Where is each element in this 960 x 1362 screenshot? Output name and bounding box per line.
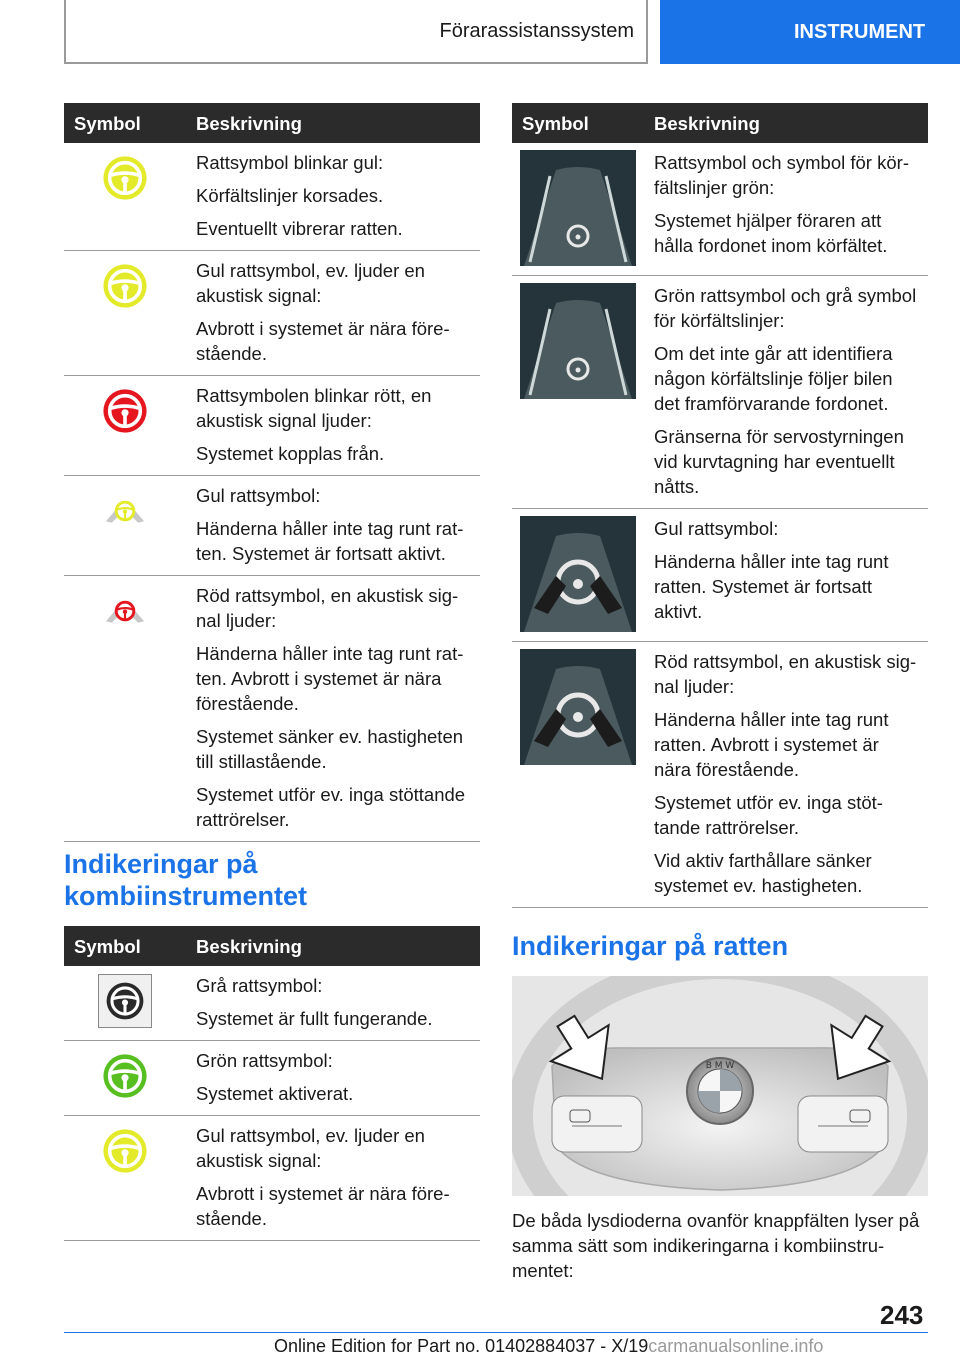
display-hands-on-wheel-icon [520, 649, 636, 765]
description-cell [186, 143, 480, 251]
col-header-symbol: Symbol [64, 103, 186, 143]
description-line: Röd rattsymbol, en akustisk signal ljuder: [196, 585, 459, 631]
symbol-cell [512, 276, 644, 509]
description-line: Gul rattsymbol: [654, 518, 779, 539]
description-line: Om det inte går att identifiera någon körfältslinje följer bilen det framförvarande fordonet. [654, 343, 893, 414]
description-cell [186, 576, 480, 842]
table-row [512, 509, 928, 642]
table-row [64, 1116, 480, 1241]
description-line: Grön rattsymbol och grå symbol för körfältslinjer: [654, 285, 917, 331]
description-cell [186, 376, 480, 476]
description-line: Systemet sänker ev. hastigheten till stillastående. [196, 726, 464, 772]
description-line: Rattsymbol blinkar gul: [196, 152, 384, 173]
symbol-cell [64, 251, 186, 376]
steering-wheel-yellow-icon [98, 259, 152, 313]
description-cell [644, 642, 928, 908]
bmw-logo-text: B M W [705, 1061, 735, 1071]
table-row [512, 642, 928, 908]
display-lane-lines-gray-icon [520, 283, 636, 399]
steering-wheel-gray-icon [98, 974, 152, 1028]
display-hands-on-wheel-icon [520, 516, 636, 632]
col-header-description: Beskrivning [186, 926, 480, 966]
description-line: Händerna håller inte tag runt ratten. Avbrott i systemet är nära förestående. [196, 643, 464, 714]
description-cell [186, 1041, 480, 1116]
symbol-table-right [512, 103, 928, 908]
header-chapter-tab [660, 0, 960, 64]
table-row [64, 966, 480, 1041]
description-line: Vid aktiv farthållare sänker systemet ev. hastigheten. [654, 850, 872, 896]
description-line: Grå rattsymbol: [196, 975, 323, 996]
description-line: Systemet utför ev. inga stöttande rattrörelser. [654, 792, 883, 838]
header-section-title [64, 0, 648, 64]
page-number: 243 [880, 1300, 924, 1330]
description-line: Körfältslinjer korsades. [196, 185, 384, 206]
symbol-cell [64, 143, 186, 251]
symbol-table-left [64, 103, 480, 842]
steering-wheel-photo [512, 976, 928, 1196]
description-line: Händerna håller inte tag runt ratten. Systemet är fortsatt aktivt. [654, 551, 889, 622]
steering-wheel-yellow-icon [98, 151, 152, 205]
description-cell [644, 276, 928, 509]
symbol-cell [64, 1116, 186, 1241]
description-line: Systemet kopplas från. [196, 443, 385, 464]
table-row [64, 143, 480, 251]
description-line: Systemet hjälper föraren att hålla fordonet inom körfältet. [654, 210, 888, 256]
symbol-cell [512, 509, 644, 642]
table-row [64, 1041, 480, 1116]
table-row [64, 476, 480, 576]
symbol-cell [64, 476, 186, 576]
description-line: Systemet utför ev. inga stöttande rattrörelser. [196, 784, 466, 830]
hands-on-wheel-yellow-icon [93, 489, 157, 533]
symbol-table-combi [64, 926, 480, 1241]
description-line: Avbrott i systemet är nära förestående. [196, 318, 450, 364]
col-header-description: Beskrivning [644, 103, 928, 143]
footer-url[interactable]: carmanualsonline.info [648, 1336, 824, 1356]
description-line: Gul rattsymbol, ev. ljuder en akustisk signal: [196, 260, 425, 306]
display-lane-lines-green-icon [520, 150, 636, 266]
col-header-symbol: Symbol [512, 103, 644, 143]
symbol-cell [64, 1041, 186, 1116]
description-line: Systemet är fullt fungerande. [196, 1008, 433, 1029]
description-line: Eventuellt vibrerar ratten. [196, 218, 403, 239]
section-label: Förarassistanssystem [439, 19, 634, 42]
table-row [64, 251, 480, 376]
symbol-cell [512, 642, 644, 908]
footer-text [274, 1336, 823, 1357]
description-line: Gul rattsymbol: [196, 485, 321, 506]
heading-combi-instrument: Indikeringar på kombiinstrumentet [64, 849, 308, 911]
heading-steering-wheel-indicators: Indikeringar på ratten [512, 931, 789, 961]
body-paragraph: De båda lysdioderna ovanför knappfälten lyser på samma sätt som indikeringarna i kombiinstrumentet: [512, 1210, 920, 1281]
steering-wheel-red-icon [98, 384, 152, 438]
combi-symbol-table-wrapper [64, 926, 480, 1241]
description-line: Systemet aktiverat. [196, 1083, 354, 1104]
description-line: Rattsymbol och symbol för körfältslinjer grön: [654, 152, 909, 198]
description-cell [186, 966, 480, 1041]
description-line: Grön rattsymbol: [196, 1050, 333, 1071]
description-line: Händerna håller inte tag runt ratten. Systemet är fortsatt aktivt. [196, 518, 464, 564]
description-line: Gränserna för servostyrningen vid kurvtagning har eventuellt nåtts. [654, 426, 904, 497]
symbol-cell [64, 576, 186, 842]
right-symbol-table-wrapper [512, 103, 928, 908]
description-cell [186, 251, 480, 376]
left-symbol-table-wrapper [64, 103, 480, 842]
hands-on-wheel-red-icon [93, 589, 157, 633]
symbol-cell [64, 966, 186, 1041]
description-line: Gul rattsymbol, ev. ljuder en akustisk signal: [196, 1125, 425, 1171]
table-row [64, 376, 480, 476]
col-header-description: Beskrivning [186, 103, 480, 143]
description-cell [186, 476, 480, 576]
table-row [512, 143, 928, 276]
description-line: Avbrott i systemet är nära förestående. [196, 1183, 450, 1229]
steering-wheel-green-icon [98, 1049, 152, 1103]
symbol-cell [512, 143, 644, 276]
footer-edition: Online Edition for Part no. 01402884037 - X/19 [274, 1336, 649, 1356]
description-line: Röd rattsymbol, en akustisk signal ljuder: [654, 651, 917, 697]
table-row [512, 276, 928, 509]
symbol-cell [64, 376, 186, 476]
footer-rule [64, 1332, 928, 1333]
col-header-symbol: Symbol [64, 926, 186, 966]
description-cell [644, 509, 928, 642]
steering-wheel-yellow-icon [98, 1124, 152, 1178]
description-line: Händerna håller inte tag runt ratten. Avbrott i systemet är nära förestående. [654, 709, 889, 780]
description-cell [644, 143, 928, 276]
chapter-label: INSTRUMENT [794, 20, 926, 43]
description-cell [186, 1116, 480, 1241]
table-row [64, 576, 480, 842]
description-line: Rattsymbolen blinkar rött, en akustisk signal ljuder: [196, 385, 432, 431]
